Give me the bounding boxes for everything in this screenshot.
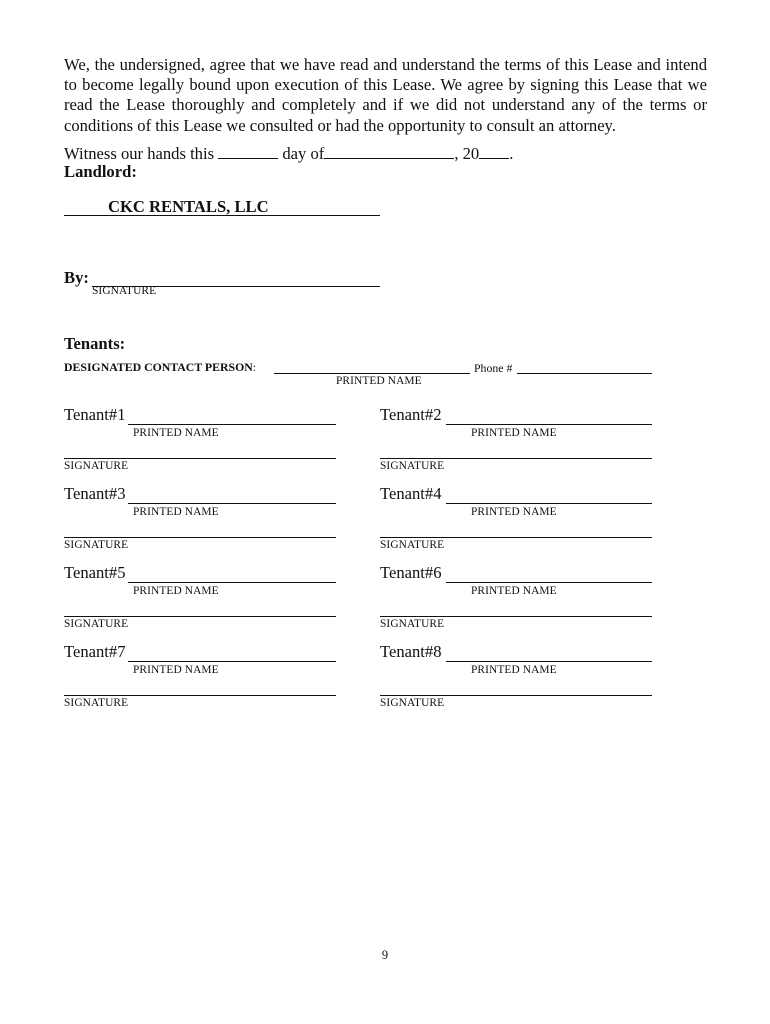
- witness-year-prefix: , 20: [454, 144, 480, 163]
- tenant-signature-line[interactable]: [380, 695, 652, 696]
- tenant-signature-line[interactable]: [64, 458, 336, 459]
- phone-label: Phone #: [474, 361, 513, 375]
- tenant-signature-line[interactable]: [64, 537, 336, 538]
- witness-line: [64, 144, 513, 164]
- tenant-signature-caption: SIGNATURE: [64, 697, 129, 709]
- by-label: By:: [64, 268, 89, 287]
- tenant-name-line[interactable]: [128, 582, 336, 583]
- tenant-name-line[interactable]: [446, 582, 652, 583]
- tenant-signature-caption: SIGNATURE: [64, 460, 129, 472]
- tenant-name-line[interactable]: [128, 503, 336, 504]
- page-number: 9: [381, 948, 389, 962]
- tenant-name-line[interactable]: [446, 661, 652, 662]
- tenant-label: Tenant#6: [380, 563, 442, 582]
- tenant-printed-name-caption: PRINTED NAME: [471, 585, 557, 597]
- tenant-label: Tenant#1: [64, 405, 126, 424]
- agreement-paragraph: We, the undersigned, agree that we have read and understand the terms of this Lease and intend to become legally bound upon execution of this Lease. We agree by signing this Lease that we read the Lease thoroughly and completely and if we did not understand any of the terms or conditions of this Lease we consulted or had the opportunity to consult an attorney.: [64, 55, 707, 135]
- tenant-label: Tenant#3: [64, 484, 126, 503]
- year-blank[interactable]: [479, 144, 509, 159]
- day-blank[interactable]: [218, 144, 278, 159]
- tenant-printed-name-caption: PRINTED NAME: [471, 427, 557, 439]
- phone-line[interactable]: [517, 373, 652, 374]
- landlord-company-line: [64, 197, 380, 216]
- tenant-printed-name-caption: PRINTED NAME: [471, 506, 557, 518]
- tenant-block-2: [380, 405, 652, 485]
- tenants-heading: Tenants:: [64, 334, 126, 353]
- tenant-printed-name-caption: PRINTED NAME: [133, 427, 219, 439]
- tenant-block-1: [64, 405, 336, 485]
- tenant-label: Tenant#5: [64, 563, 126, 582]
- designated-contact-printed-caption: PRINTED NAME: [336, 375, 422, 387]
- landlord-heading: Landlord:: [64, 162, 137, 181]
- tenant-label: Tenant#8: [380, 642, 442, 661]
- tenant-label: Tenant#7: [64, 642, 126, 661]
- tenant-name-line[interactable]: [446, 424, 652, 425]
- designated-contact-label: [64, 360, 256, 375]
- tenant-signature-caption: SIGNATURE: [380, 618, 445, 630]
- tenant-block-5: [64, 563, 336, 643]
- tenant-block-3: [64, 484, 336, 564]
- tenant-printed-name-caption: PRINTED NAME: [471, 664, 557, 676]
- tenant-label: Tenant#4: [380, 484, 442, 503]
- tenant-signature-caption: SIGNATURE: [380, 697, 445, 709]
- tenant-printed-name-caption: PRINTED NAME: [133, 664, 219, 676]
- tenant-printed-name-caption: PRINTED NAME: [133, 585, 219, 597]
- tenant-name-line[interactable]: [128, 424, 336, 425]
- tenant-block-8: [380, 642, 652, 722]
- witness-day-of: day of: [282, 144, 325, 163]
- landlord-company-name: CKC RENTALS, LLC: [108, 197, 269, 216]
- tenant-signature-caption: SIGNATURE: [64, 618, 129, 630]
- tenant-signature-line[interactable]: [64, 616, 336, 617]
- tenant-label: Tenant#2: [380, 405, 442, 424]
- designated-contact-colon: :: [252, 360, 257, 374]
- tenant-name-line[interactable]: [446, 503, 652, 504]
- tenant-block-6: [380, 563, 652, 643]
- designated-contact-line[interactable]: [274, 373, 470, 374]
- tenant-signature-caption: SIGNATURE: [380, 539, 445, 551]
- tenant-signature-line[interactable]: [380, 458, 652, 459]
- tenant-signature-caption: SIGNATURE: [64, 539, 129, 551]
- witness-end: .: [509, 144, 514, 163]
- tenant-signature-line[interactable]: [380, 616, 652, 617]
- witness-prefix: Witness our hands this: [64, 144, 215, 163]
- tenant-block-4: [380, 484, 652, 564]
- tenant-name-line[interactable]: [128, 661, 336, 662]
- tenant-block-7: [64, 642, 336, 722]
- tenant-signature-caption: SIGNATURE: [380, 460, 445, 472]
- tenant-printed-name-caption: PRINTED NAME: [133, 506, 219, 518]
- tenant-signature-line[interactable]: [380, 537, 652, 538]
- month-blank[interactable]: [324, 144, 454, 159]
- landlord-signature-caption: SIGNATURE: [92, 285, 157, 297]
- tenant-signature-line[interactable]: [64, 695, 336, 696]
- designated-contact-text: DESIGNATED CONTACT PERSON: [64, 360, 253, 374]
